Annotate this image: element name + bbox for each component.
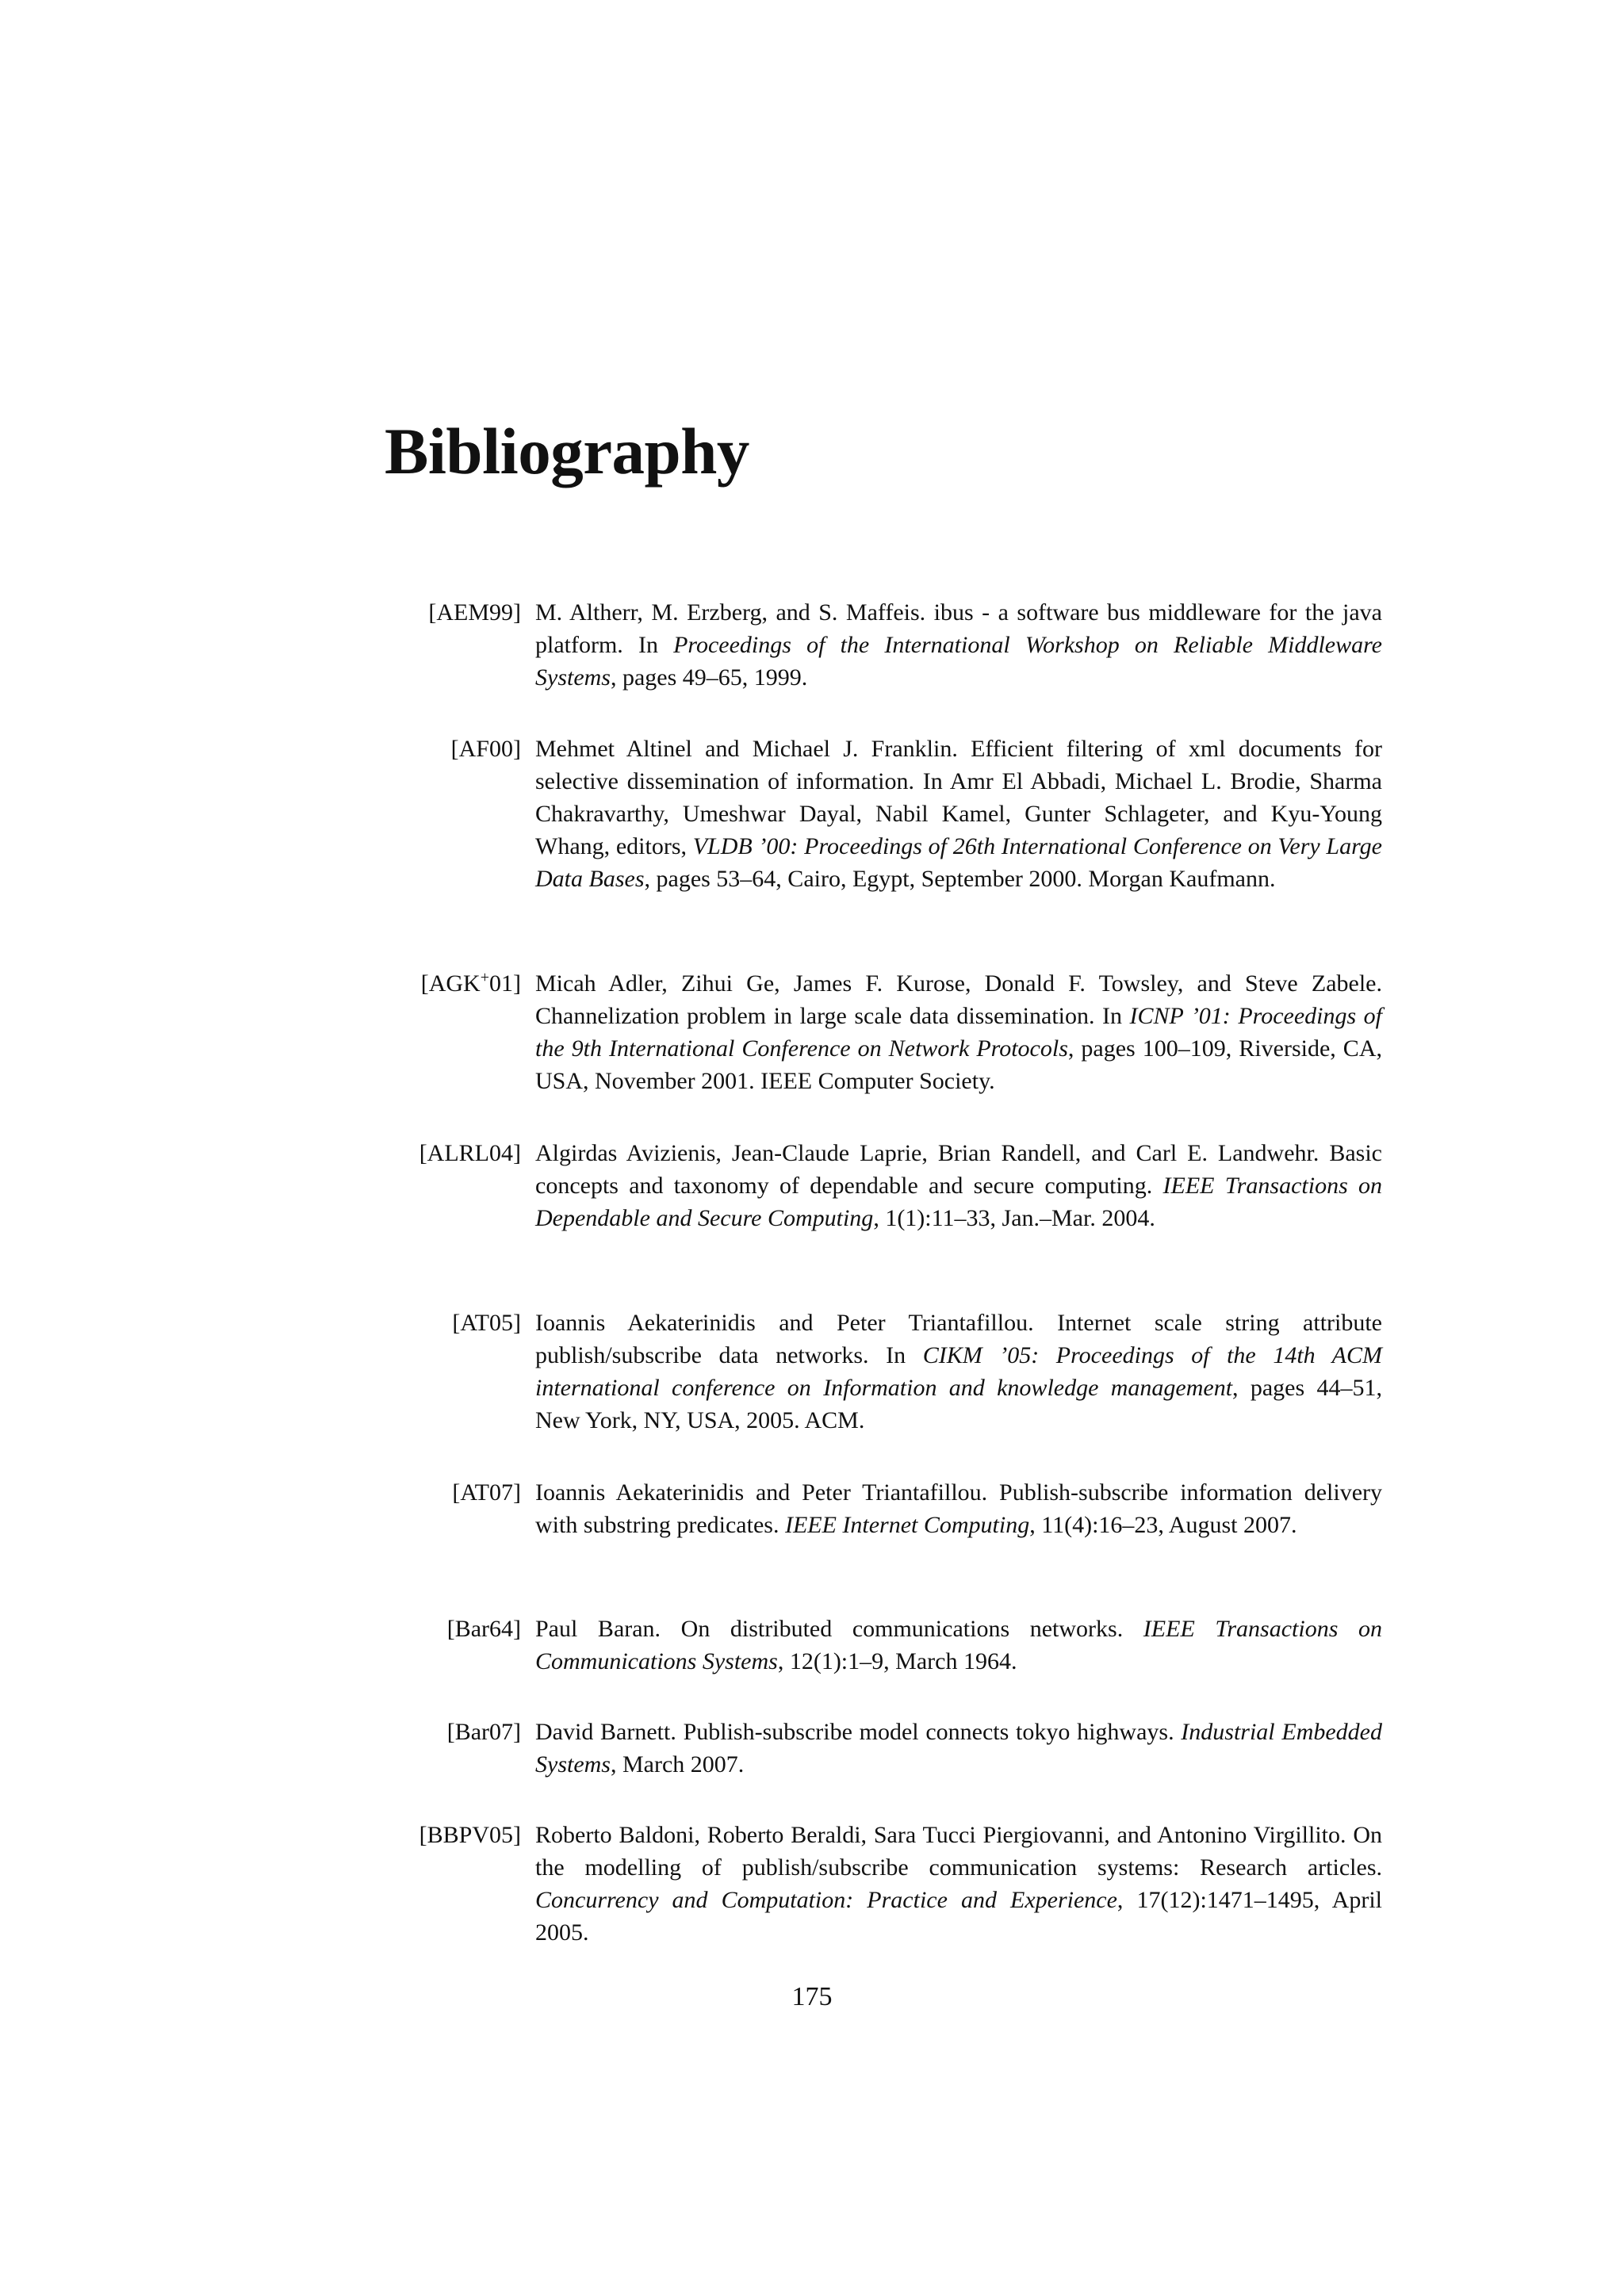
reference-text — [535, 596, 1382, 694]
citation-key: [ALRL04] — [419, 1140, 521, 1166]
reference-segment: Ioannis Aekaterinidis and Peter Triantafillou. Internet scale string attribute publish/subscribe data networks. In — [535, 1310, 1382, 1368]
reference-text — [535, 1476, 1382, 1541]
reference-venue: IEEE Transactions on Dependable and Secure Computing — [535, 1173, 1382, 1231]
citation-key: [AT07] — [452, 1479, 521, 1506]
citation-key: [AF00] — [450, 736, 521, 762]
reference-segment: , 11(4):16–23, August 2007. — [1029, 1512, 1297, 1538]
chapter-title: Bibliography — [385, 415, 749, 488]
reference-venue: CIKM ’05: Proceedings of the 14th ACM international conference on Information and knowledge management — [535, 1342, 1382, 1401]
reference-text — [535, 1716, 1382, 1781]
reference-venue: IEEE Internet Computing — [784, 1512, 1030, 1538]
reference-text — [535, 1819, 1382, 1949]
reference-venue: Proceedings of the International Workshop on Reliable Middleware Systems — [535, 632, 1382, 691]
reference-segment: , 1(1):11–33, Jan.–Mar. 2004. — [873, 1205, 1155, 1231]
reference-text — [535, 1137, 1382, 1234]
reference-segment: , March 2007. — [610, 1751, 745, 1777]
reference-venue: ICNP ’01: Proceedings of the 9th International Conference on Network Protocols — [535, 1003, 1383, 1062]
reference-segment: Algirdas Avizienis, Jean-Claude Laprie, Brian Randell, and Carl E. Landwehr. Basic concepts and taxonomy of dependable and secure computing. — [535, 1140, 1382, 1199]
reference-venue: Concurrency and Computation: Practice and Experience — [535, 1887, 1117, 1913]
reference-segment: M. Altherr, M. Erzberg, and S. Maffeis. ibus - a software bus middleware for the java platform. In — [535, 599, 1382, 658]
page-number: 175 — [791, 1982, 833, 2011]
citation-key: [AGK+01] — [420, 969, 521, 997]
reference-venue: IEEE Transactions on Communications Systems — [535, 1616, 1382, 1674]
reference-segment: Paul Baran. On distributed communications networks. — [535, 1616, 1143, 1642]
reference-segment: Micah Adler, Zihui Ge, James F. Kurose, Donald F. Towsley, and Steve Zabele. Channelization problem in large scale data dissemination. In — [535, 970, 1382, 1029]
citation-key: [AEM99] — [428, 599, 521, 626]
reference-segment: , 17(12):1471–1495, April 2005. — [535, 1887, 1382, 1946]
citation-key: [Bar07] — [446, 1719, 521, 1745]
reference-segment: Mehmet Altinel and Michael J. Franklin. Efficient filtering of xml documents for selective dissemination of information. In Amr El Abbadi, Michael L. Brodie, Sharma Chakravarthy, Umeshwar Dayal, Nabil Kamel, Gunter Schlageter, and Kyu-Young Whang, editors, — [535, 736, 1382, 859]
reference-segment: , pages 100–109, Riverside, CA, USA, November 2001. IEEE Computer Society. — [535, 1035, 1382, 1094]
reference-text — [535, 733, 1382, 895]
reference-text — [535, 1613, 1382, 1678]
reference-segment: , pages 49–65, 1999. — [610, 664, 808, 691]
reference-segment: , pages 53–64, Cairo, Egypt, September 2000. Morgan Kaufmann. — [644, 866, 1276, 892]
citation-key: [AT05] — [452, 1310, 521, 1336]
reference-segment: David Barnett. Publish-subscribe model connects tokyo highways. — [535, 1719, 1182, 1745]
reference-segment: Roberto Baldoni, Roberto Beraldi, Sara Tucci Piergiovanni, and Antonino Virgillito. On the modelling of publish/subscribe communication systems: Research articles. — [535, 1822, 1382, 1881]
reference-text — [535, 967, 1382, 1097]
reference-venue: VLDB ’00: Proceedings of 26th International Conference on Very Large Data Bases — [535, 833, 1382, 892]
reference-segment: , 12(1):1–9, March 1964. — [777, 1648, 1017, 1674]
citation-key: [Bar64] — [446, 1616, 521, 1642]
citation-key: [BBPV05] — [419, 1822, 521, 1848]
reference-text — [535, 1307, 1382, 1437]
reference-segment: Ioannis Aekaterinidis and Peter Triantafillou. Publish-subscribe information delivery with substring predicates. — [535, 1479, 1382, 1538]
reference-venue: Industrial Embedded Systems — [535, 1719, 1382, 1777]
reference-segment: , pages 44–51, New York, NY, USA, 2005. ACM. — [535, 1375, 1382, 1433]
